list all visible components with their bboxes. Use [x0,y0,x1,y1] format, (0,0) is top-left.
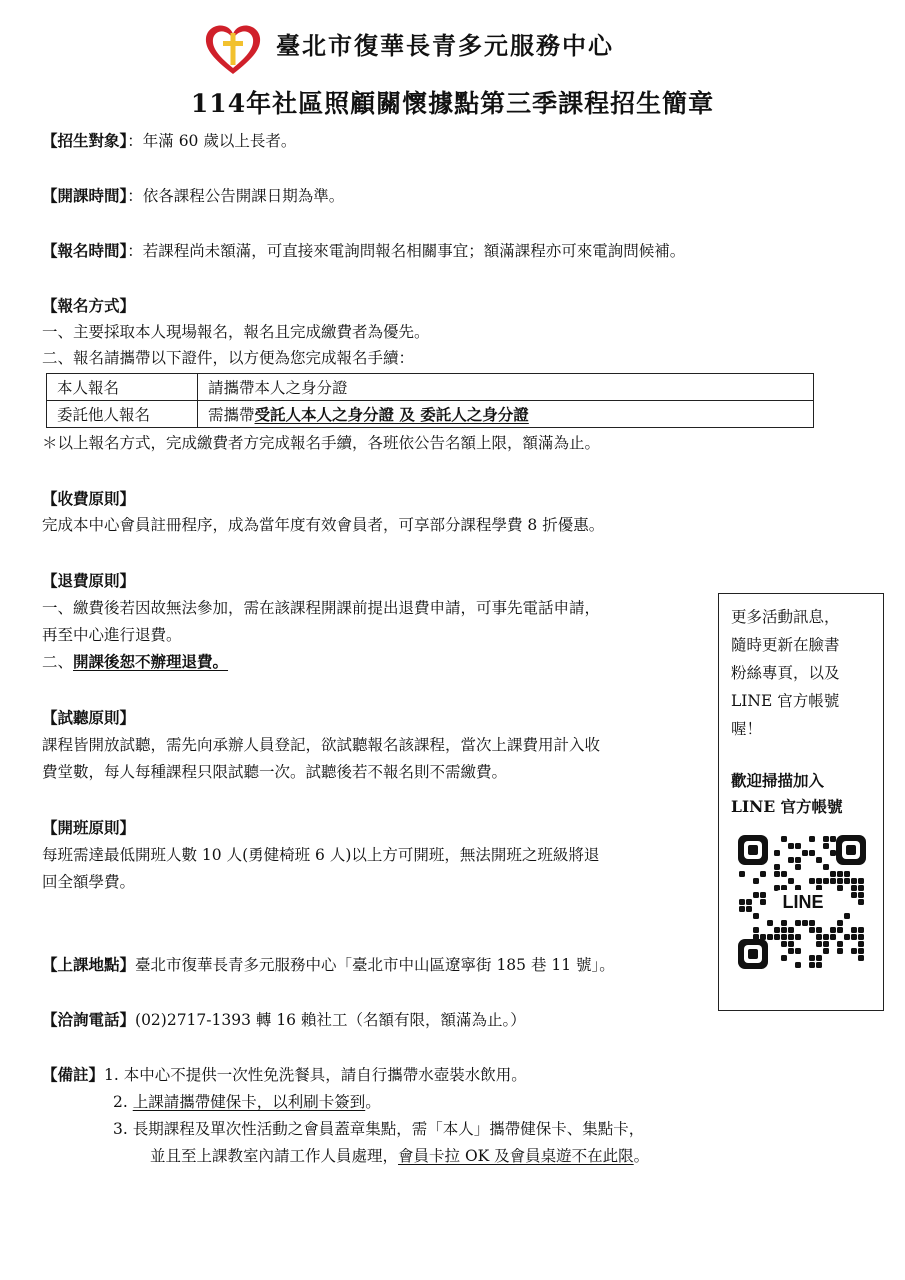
qr-module [816,962,822,968]
qr-module [774,871,780,877]
signup-time-row [42,240,685,262]
qr-module [809,962,815,968]
qr-module [788,927,794,933]
qr-module [795,864,801,870]
table-cell-type: 本人報名 [47,374,198,401]
qr-module [788,878,794,884]
qr-module [816,955,822,961]
qr-module [739,906,745,912]
qr-module [781,955,787,961]
qr-module [837,948,843,954]
signup-documents-table [46,373,814,428]
qr-module [858,927,864,933]
promo-cta-1: 歡迎掃描加入 [731,771,825,790]
class-time-row [42,185,344,207]
qr-module [816,878,822,884]
qr-module [844,934,850,940]
refund-line1: 一、繳費後若因故無法參加，需在該課程開課前提出退費申請，可事先電話申請， [42,599,601,617]
qr-module [746,899,752,905]
remark-item-2-num: 2. [113,1093,133,1111]
qr-module [781,920,787,926]
qr-module [823,878,829,884]
qr-module [816,941,822,947]
requirement-text: 請攜帶本人之身分證 [208,379,348,397]
qr-module [795,962,801,968]
remark-item-2-emph: 上課請攜帶健保卡，以利刷卡簽到 [132,1093,366,1111]
qr-module [753,913,759,919]
qr-module [837,885,843,891]
qr-module [746,906,752,912]
remark-item-1: 1. 本中心不提供一次性免洗餐具，請自行攜帶水壺裝水飲用。 [104,1066,527,1084]
qr-module [858,941,864,947]
qr-module [774,927,780,933]
qr-module [816,927,822,933]
qr-module [858,948,864,954]
promo-line: 更多活動訊息， [731,608,840,626]
qr-module [788,857,794,863]
qr-module [844,871,850,877]
qr-module [753,878,759,884]
qr-module [858,955,864,961]
qr-module [851,948,857,954]
qr-module [830,934,836,940]
qr-module [830,871,836,877]
promo-line: LINE 官方帳號 [731,692,840,710]
qr-module [837,920,843,926]
class-time-label: 【開課時間】 [42,186,128,205]
qr-module [844,878,850,884]
signup-method-note: ＊以上報名方式，完成繳費者方完成報名手續，各班依公告名額上限，額滿為止。 [42,434,601,452]
qr-module [851,878,857,884]
opening-label: 【開班原則】 [42,818,136,837]
signup-time-text: ：若課程尚未額滿，可直接來電詢問報名相關事宜；額滿課程亦可來電詢問候補。 [127,242,686,260]
qr-module [795,948,801,954]
signup-method-line1: 一、主要採取本人現場報名，報名且完成繳費者為優先。 [42,323,430,341]
qr-module [858,899,864,905]
trial-label: 【試聽原則】 [42,708,136,727]
qr-label: LINE [782,892,824,912]
qr-module [809,850,815,856]
location-label: 【上課地點】 [42,955,136,974]
class-time-text: ：依各課程公告開課日期為準。 [127,187,345,205]
phone-label: 【洽詢電話】 [42,1010,136,1029]
qr-module [816,934,822,940]
qr-module [809,836,815,842]
qr-module [802,920,808,926]
remarks-label: 【備註】 [42,1065,105,1084]
qr-module [837,941,843,947]
qr-module [858,892,864,898]
table-row [47,401,814,428]
heart-cross-logo-icon [204,24,262,76]
qr-module [816,857,822,863]
qr-module [781,871,787,877]
qr-module [802,850,808,856]
eligibility-label: 【招生對象】 [42,131,128,150]
location-text: 臺北市復華長青多元服務中心「臺北市中山區遼寧街 185 巷 11 號」。 [135,956,615,974]
qr-module [760,899,766,905]
org-name: 臺北市復華長青多元服務中心 [276,31,614,60]
qr-module [823,941,829,947]
phone-text: (02)2717-1393 轉 16 賴社工（名額有限，額滿為止。） [135,1011,526,1029]
qr-module [795,934,801,940]
qr-module [830,836,836,842]
qr-module [795,857,801,863]
qr-module [837,927,843,933]
refund-line2 [42,651,228,673]
qr-module [823,836,829,842]
qr-module [739,871,745,877]
refund-line2-prefix: 二、 [42,653,74,671]
qr-module [830,850,836,856]
qr-module [767,934,773,940]
qr-module [851,885,857,891]
promo-line: 喔！ [731,720,763,738]
remark-item-3-end: 。 [633,1147,650,1165]
qr-module [844,913,850,919]
refund-label: 【退費原則】 [42,571,136,590]
qr-module [739,899,745,905]
qr-module [781,941,787,947]
table-row [47,374,814,401]
signup-method-label: 【報名方式】 [42,296,136,315]
qr-module [823,843,829,849]
fee-label: 【收費原則】 [42,489,136,508]
qr-module [767,920,773,926]
qr-module [753,892,759,898]
qr-module [851,934,857,940]
opening-line2: 回全額學費。 [42,873,136,891]
table-cell-requirement [198,374,814,401]
qr-module [858,934,864,940]
remark-item-3-prefix: 並且至上課教室內請工作人員處理， [150,1147,399,1165]
qr-module [823,948,829,954]
qr-module [774,850,780,856]
refund-line2-emph: 開課後恕不辦理退費。 [73,652,229,671]
qr-code-icon[interactable] [737,834,867,970]
qr-module [809,920,815,926]
qr-module [774,864,780,870]
qr-module [851,892,857,898]
qr-module [788,843,794,849]
promo-line: 隨時更新在臉書 [731,636,840,654]
qr-module [858,885,864,891]
signup-time-label: 【報名時間】 [42,241,128,260]
remark-item-2 [113,1091,381,1113]
qr-module [823,864,829,870]
qr-module [809,955,815,961]
qr-module [788,948,794,954]
requirement-text: 需攜帶 [208,406,255,424]
qr-module [781,934,787,940]
qr-module [781,927,787,933]
signup-method-line2: 二、報名請攜帶以下證件，以方便為您完成報名手續： [42,349,415,367]
remark-item-3-emph: 會員卡拉 OK 及會員桌遊不在此限 [398,1147,634,1165]
qr-module [774,934,780,940]
requirement-emphasis: 受託人本人之身分證 及 委託人之身分證 [254,405,529,424]
qr-module [837,871,843,877]
qr-module [837,878,843,884]
remark-item-3-line1: 3. 長期課程及單次性活動之會員蓋章集點，需「本人」攜帶健保卡、集點卡， [113,1120,645,1138]
qr-module [858,878,864,884]
qr-module [823,934,829,940]
qr-module [830,878,836,884]
qr-module [788,934,794,940]
qr-module [795,920,801,926]
eligibility-text: ：年滿 60 歲以上長者。 [127,132,297,150]
opening-line1: 每班需達最低開班人數 10 人(勇健椅班 6 人)以上方可開班，無法開班之班級將退 [42,846,600,864]
qr-module [795,843,801,849]
trial-line1: 課程皆開放試聽，需先向承辦人員登記，欲試聽報名該課程，當次上課費用計入收 [42,736,601,754]
qr-module [788,941,794,947]
qr-module [781,836,787,842]
trial-line2: 費堂數，每人每種課程只限試聽一次。試聽後若不報名則不需繳費。 [42,763,508,781]
refund-line1b: 再至中心進行退費。 [42,626,182,644]
page-title: 114年社區照顧關懷據點第三季課程招生簡章 [190,89,715,118]
promo-cta-2: LINE 官方帳號 [731,797,843,816]
qr-module [830,927,836,933]
fee-text: 完成本中心會員註冊程序，成為當年度有效會員者，可享部分課程學費 8 折優惠。 [42,516,605,534]
qr-module [760,892,766,898]
qr-module [760,871,766,877]
qr-module [809,878,815,884]
qr-module [851,927,857,933]
phone-row [42,1009,526,1031]
remark-item-2-end: 。 [365,1093,381,1111]
table-cell-type: 委託他人報名 [47,401,198,428]
line-promo-box [718,593,884,1011]
location-row [42,954,615,976]
eligibility-row [42,130,296,152]
table-cell-requirement [198,401,814,428]
qr-module [753,927,759,933]
remark-item-3-line2 [150,1145,649,1167]
qr-module [809,927,815,933]
remarks-row [42,1064,527,1086]
promo-line: 粉絲專頁，以及 [731,664,840,682]
